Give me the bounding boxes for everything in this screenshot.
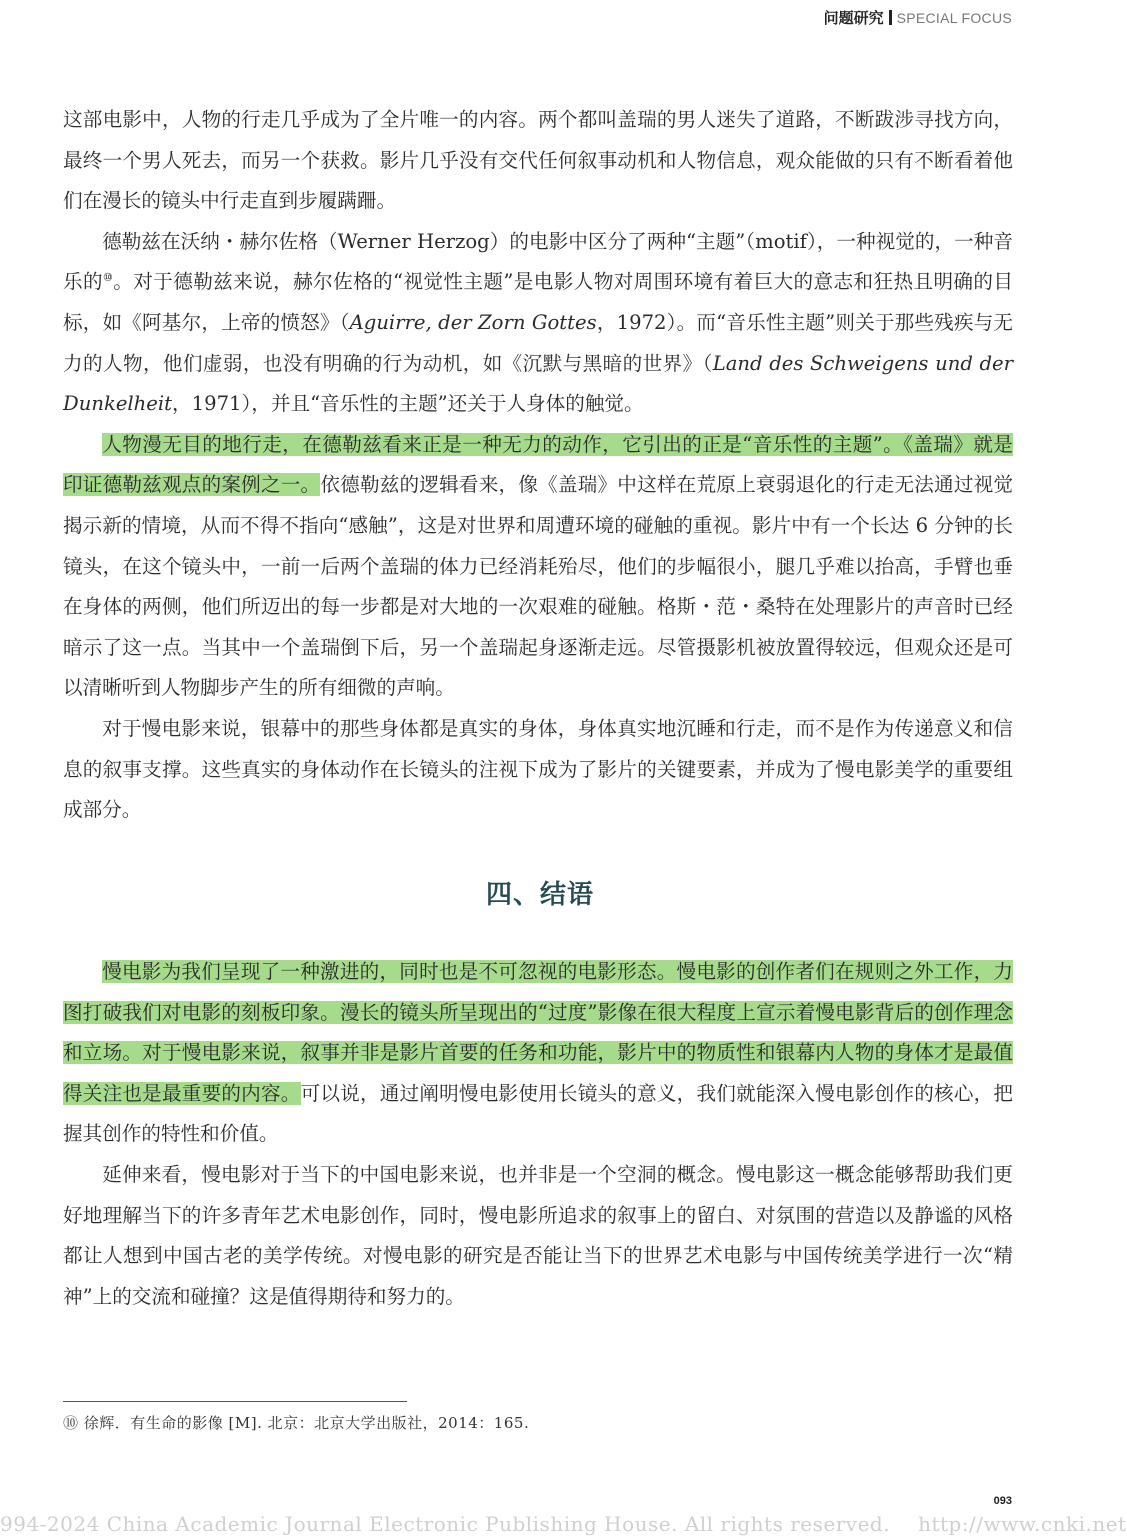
paragraph-3 xyxy=(63,425,1013,709)
footnote-divider xyxy=(63,1401,407,1402)
header-journal-section: SPECIAL FOCUS xyxy=(896,10,1012,26)
footnote-ref[interactable]: ⑩ xyxy=(102,271,114,285)
page-number: 093 xyxy=(993,1495,1012,1507)
paragraph-2-part-d: ，1971），并且“音乐性的主题”还关于人身体的触觉。 xyxy=(172,392,644,416)
paragraph-2 xyxy=(63,222,1013,425)
paragraph-2-part-b: 。对于德勒兹来说，赫尔佐格的“视觉性主题”是电影人物对周围环境有着巨大的意志和狂热且明确的目标，如《阿基尔，上帝的愤怒》（ xyxy=(63,270,1014,334)
highlighted-text: 慢电影为我们呈现了一种激进的，同时也是不可忽视的电影形态。慢电影的创作者们在规则之外工作，力图打破我们对电影的刻板印象。漫长的镜头所呈现出的“过度”影像在很大程度上宣示着慢电影背后的创作理念和立场。对于慢电影来说，叙事并非是影片首要的任务和功能，影片中的物质性和银幕内人物的身体才是最值得关注也是最重要的内容。 xyxy=(63,960,1013,1105)
paragraph-2-part-c: ，1972）。而“音乐性主题”则关于那些残疾与无力的人物，他们虚弱，也没有明确的行为动机，如《沉默与黑暗的世界》（ xyxy=(63,310,1013,375)
section-heading: 四、结语 xyxy=(485,880,594,910)
paragraph-3-rest: 依德勒兹的逻辑看来，像《盖瑞》中这样在荒原上衰弱退化的行走无法通过视觉揭示新的情境，从而不得不指向“感触”，这是对世界和周遭环境的碰触的重视。影片中有一个长达 6 分钟的长镜头，在这个镜头中，一前一后两个盖瑞的体力已经消耗殆尽，他们的步幅很小，腿几乎难以抬高，手臂也垂在身体的两侧，他们所迈出的每一步都是对大地的一次艰难的碰触。格斯・范・桑特在处理影片的声音时已经暗示了这一点。当其中一个盖瑞倒下后，另一个盖瑞起身逐渐走远。尽管摄影机被放置得较远，但观众还是可以清晰听到人物脚步产生的所有细微的声响。 xyxy=(63,473,1014,700)
running-header xyxy=(824,8,1012,28)
header-section-title: 问题研究 xyxy=(823,9,884,27)
highlighted-text: 人物漫无目的地行走，在德勒兹看来正是一种无力的动作，它引出的正是“音乐性的主题”。《盖瑞》就是印证德勒兹观点的案例之一。 xyxy=(63,432,1013,497)
film-title-land-des-schweigens: Land des Schweigens und der Dunkelheit xyxy=(63,351,1013,416)
paragraph-4: 对于慢电影来说，银幕中的那些身体都是真实的身体，身体真实地沉睡和行走，而不是作为传递意义和信息的叙事支撑。这些真实的身体动作在长镜头的注视下成为了影片的关键要素，并成为了慢电影美学的重要组成部分。 xyxy=(63,716,1013,822)
watermark-copyright: 994-2024 China Academic Journal Electronic Publishing House. All rights reserved. xyxy=(0,1512,891,1536)
conclusion-paragraph-1-rest: 可以说，通过阐明慢电影使用长镜头的意义，我们就能深入慢电影创作的核心，把握其创作的特性和价值。 xyxy=(63,1081,1014,1146)
main-body xyxy=(63,100,1013,831)
conclusion-paragraph-1 xyxy=(63,952,1013,1155)
paragraph-1: 这部电影中，人物的行走几乎成为了全片唯一的内容。两个都叫盖瑞的男人迷失了道路，不断跋涉寻找方向，最终一个男人死去，而另一个获救。影片几乎没有交代任何叙事动机和人物信息，观众能做的只有不断看着他们在漫长的镜头中行走直到步履蹒跚。 xyxy=(63,108,1013,213)
paragraph-2-part-a: 德勒兹在沃纳・赫尔佐格（Werner Herzog）的电影中区分了两种“主题”（motif），一种视觉的，一种音乐的 xyxy=(63,229,1013,294)
footnote: ⑩ 徐辉．有生命的影像 [M]. 北京：北京大学出版社，2014：165. xyxy=(63,1414,530,1432)
conclusion-body xyxy=(63,952,1013,1317)
watermark-url: http://www.cnki.net xyxy=(918,1512,1127,1536)
film-title-aguirre: Aguirre, der Zorn Gottes xyxy=(349,310,597,334)
copyright-watermark xyxy=(0,1512,1127,1536)
conclusion-paragraph-2: 延伸来看，慢电影对于当下的中国电影来说，也并非是一个空洞的概念。慢电影这一概念能够帮助我们更好地理解当下的许多青年艺术电影创作，同时，慢电影所追求的叙事上的留白、对氛围的营造以及静谧的风格都让人想到中国古老的美学传统。对慢电影的研究是否能让当下的世界艺术电影与中国传统美学进行一次“精神”上的交流和碰撞？这是值得期待和努力的。 xyxy=(63,1162,1013,1308)
header-divider xyxy=(889,10,892,25)
